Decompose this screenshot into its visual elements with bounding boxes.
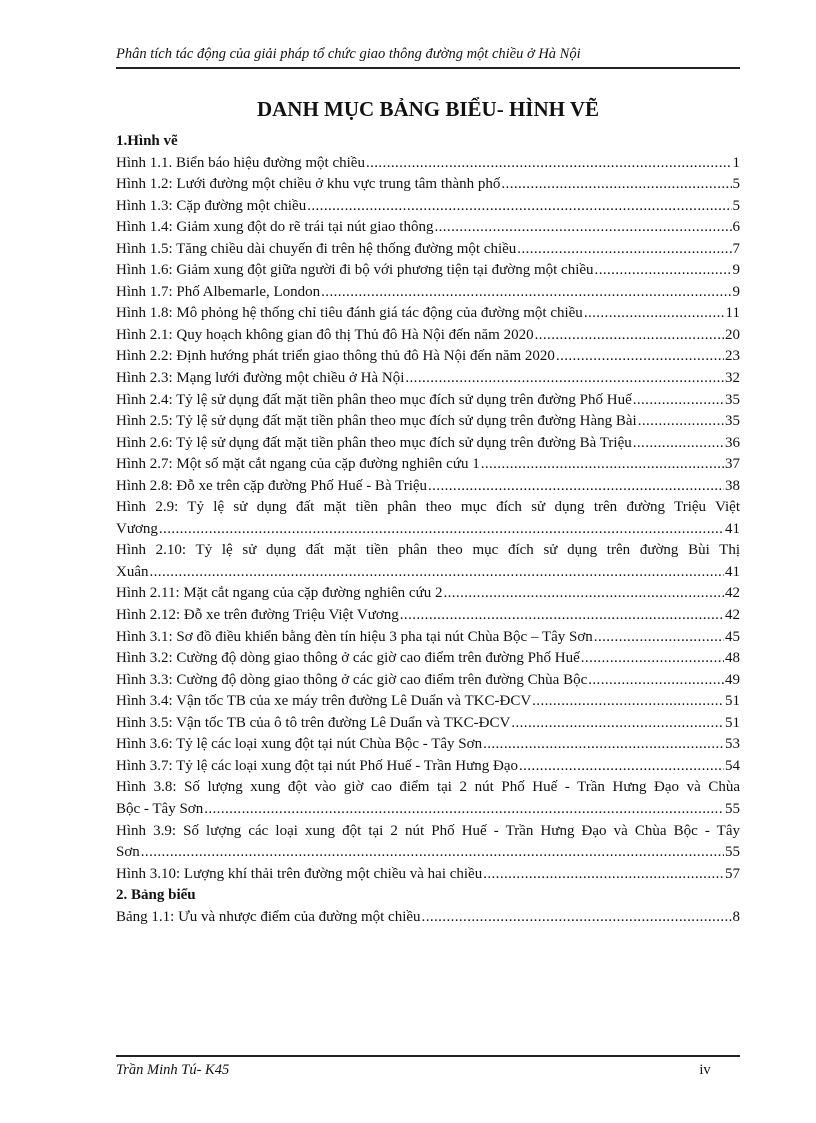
running-header: Phân tích tác động của giải pháp tổ chức giao thông đường một chiều ở Hà Nội [116, 46, 581, 62]
dot-leader [483, 734, 724, 756]
dot-leader [428, 476, 724, 498]
toc-entry[interactable]: Hình 2.1: Quy hoạch không gian đô thị Thủ đô Hà Nội đến năm 2020 ..... 20 [116, 325, 740, 347]
toc-entry[interactable]: Hình 1.6: Giảm xung đột giữa người đi bộ với phương tiện tại đường một chiều ..... 9 [116, 260, 740, 282]
dot-leader [638, 411, 724, 433]
dot-leader [422, 907, 732, 929]
dot-leader [443, 583, 724, 605]
toc-list [116, 131, 740, 928]
toc-entry-wrapped-line[interactable]: Hình 3.8: Số lượng xung đột vào giờ cao điểm tại 2 nút Phố Huế - Trần Hưng Đạo và Chùa [116, 779, 740, 796]
toc-entry[interactable]: Hình 3.2: Cường độ dòng giao thông ở các giờ cao điểm trên đường Phố Huế ..... 48 [116, 648, 740, 670]
page-title: DANH MỤC BẢNG BIỂU- HÌNH VẼ [256, 97, 600, 121]
dot-leader [584, 303, 725, 325]
toc-entry[interactable]: Hình 3.5: Vận tốc TB của ô tô trên đường Lê Duẩn và TKC-ĐCV ..... 51 [116, 713, 740, 735]
toc-entry[interactable]: Xuân ..... 41 [116, 562, 740, 584]
toc-entry-wrapped-line[interactable]: Hình 2.10: Tỷ lệ sử dụng đất mặt tiền phân theo mục đích sử dụng trên đường Bùi Thị [116, 542, 740, 559]
toc-entry[interactable]: Bộc - Tây Sơn ..... 55 [116, 799, 740, 821]
footer-page-number: iv [699, 1062, 711, 1078]
toc-entry[interactable]: Hình 2.3: Mạng lưới đường một chiều ở Hà Nội ..... 32 [116, 368, 740, 390]
toc-entry[interactable]: Hình 2.11: Mặt cắt ngang của cặp đường nghiên cứu 2 ..... 42 [116, 583, 740, 605]
toc-entry[interactable]: Hình 3.6: Tỷ lệ các loại xung đột tại nút Chùa Bộc - Tây Sơn ..... 53 [116, 734, 740, 756]
dot-leader [511, 713, 724, 735]
toc-entry[interactable]: Hình 3.3: Cường độ dòng giao thông ở các giờ cao điểm trên đường Chùa Bộc ..... 49 [116, 670, 740, 692]
dot-leader [501, 174, 731, 196]
section-heading-figures: 1.Hình vẽ [116, 133, 178, 149]
toc-entry[interactable]: Hình 2.12: Đỗ xe trên đường Triệu Việt Vương ..... 42 [116, 605, 740, 627]
dot-leader [581, 648, 724, 670]
toc-entry[interactable]: Hình 1.3: Cặp đường một chiều ..... 5 [116, 196, 740, 218]
dot-leader [481, 454, 724, 476]
dot-leader [519, 756, 724, 778]
dot-leader [150, 562, 725, 584]
toc-entry[interactable]: Hình 1.8: Mô phỏng hệ thống chỉ tiêu đánh giá tác động của đường một chiều ..... 11 [116, 303, 740, 325]
toc-entry[interactable]: Hình 2.2: Định hướng phát triển giao thông thủ đô Hà Nội đến năm 2020 ..... 23 [116, 346, 740, 368]
toc-entry[interactable]: Hình 2.6: Tỷ lệ sử dụng đất mặt tiền phân theo mục đích sử dụng trên đường Bà Triệu ..... 36 [116, 433, 740, 455]
dot-leader [517, 239, 731, 261]
toc-entry[interactable]: Hình 1.1. Biển báo hiệu đường một chiều ..... 1 [116, 153, 740, 175]
toc-entry[interactable]: Hình 1.5: Tăng chiều dài chuyến đi trên hệ thống đường một chiều ..... 7 [116, 239, 740, 261]
toc-entry[interactable]: Hình 3.7: Tỷ lệ các loại xung đột tại nút Phố Huế - Trần Hưng Đạo ..... 54 [116, 756, 740, 778]
dot-leader [595, 260, 732, 282]
footer-rule [116, 1055, 740, 1057]
toc-entry[interactable]: Hình 1.2: Lưới đường một chiều ở khu vực trung tâm thành phố ..... 5 [116, 174, 740, 196]
toc-entry[interactable]: Bảng 1.1: Ưu và nhược điểm của đường một chiều ..... 8 [116, 907, 740, 929]
toc-entry[interactable]: Hình 3.1: Sơ đồ điều khiển bằng đèn tín hiệu 3 pha tại nút Chùa Bộc – Tây Sơn ..... 45 [116, 627, 740, 649]
dot-leader [400, 605, 724, 627]
header-rule [116, 67, 740, 69]
dot-leader [141, 842, 724, 864]
dot-leader [204, 799, 724, 821]
toc-entry[interactable]: Hình 2.5: Tỷ lệ sử dụng đất mặt tiền phân theo mục đích sử dụng trên đường Hàng Bài ..... 35 [116, 411, 740, 433]
toc-entry[interactable]: Sơn ..... 55 [116, 842, 740, 864]
dot-leader [307, 196, 731, 218]
dot-leader [588, 670, 724, 692]
toc-entry-wrapped-line[interactable]: Hình 3.9: Số lượng các loại xung đột tại 2 nút Phố Huế - Trần Hưng Đạo và Chùa Bộc - Tây [116, 822, 740, 839]
footer-author: Trần Minh Tú- K45 [116, 1062, 230, 1078]
toc-entry[interactable]: Hình 1.7: Phố Albemarle, London ..... 9 [116, 282, 740, 304]
dot-leader [532, 691, 724, 713]
dot-leader [594, 627, 724, 649]
dot-leader [483, 864, 724, 886]
dot-leader [366, 153, 732, 175]
section-heading-tables: 2. Bảng biểu [116, 887, 196, 904]
dot-leader [535, 325, 724, 347]
toc-entry-wrapped-line[interactable]: Hình 2.9: Tỷ lệ sử dụng đất mặt tiền phân theo mục đích sử dụng trên đường Triệu Việt [116, 499, 740, 516]
dot-leader [633, 390, 724, 412]
dot-leader [633, 433, 724, 455]
dot-leader [434, 217, 731, 239]
dot-leader [405, 368, 724, 390]
toc-entry[interactable]: Hình 1.4: Giảm xung đột do rẽ trái tại nút giao thông ..... 6 [116, 217, 740, 239]
dot-leader [159, 519, 724, 541]
toc-entry[interactable]: Hình 3.4: Vận tốc TB của xe máy trên đường Lê Duẩn và TKC-ĐCV ..... 51 [116, 691, 740, 713]
toc-entry[interactable]: Hình 2.8: Đỗ xe trên cặp đường Phố Huế - Bà Triệu ..... 38 [116, 476, 740, 498]
dot-leader [556, 346, 724, 368]
toc-entry[interactable]: Vương ..... 41 [116, 519, 740, 541]
dot-leader [321, 282, 731, 304]
toc-entry[interactable]: Hình 3.10: Lượng khí thải trên đường một chiều và hai chiều ..... 57 [116, 864, 740, 886]
toc-entry[interactable]: Hình 2.7: Một số mặt cắt ngang của cặp đường nghiên cứu 1 ..... 37 [116, 454, 740, 476]
toc-entry[interactable]: Hình 2.4: Tỷ lệ sử dụng đất mặt tiền phân theo mục đích sử dụng trên đường Phố Huế ..... 35 [116, 390, 740, 412]
